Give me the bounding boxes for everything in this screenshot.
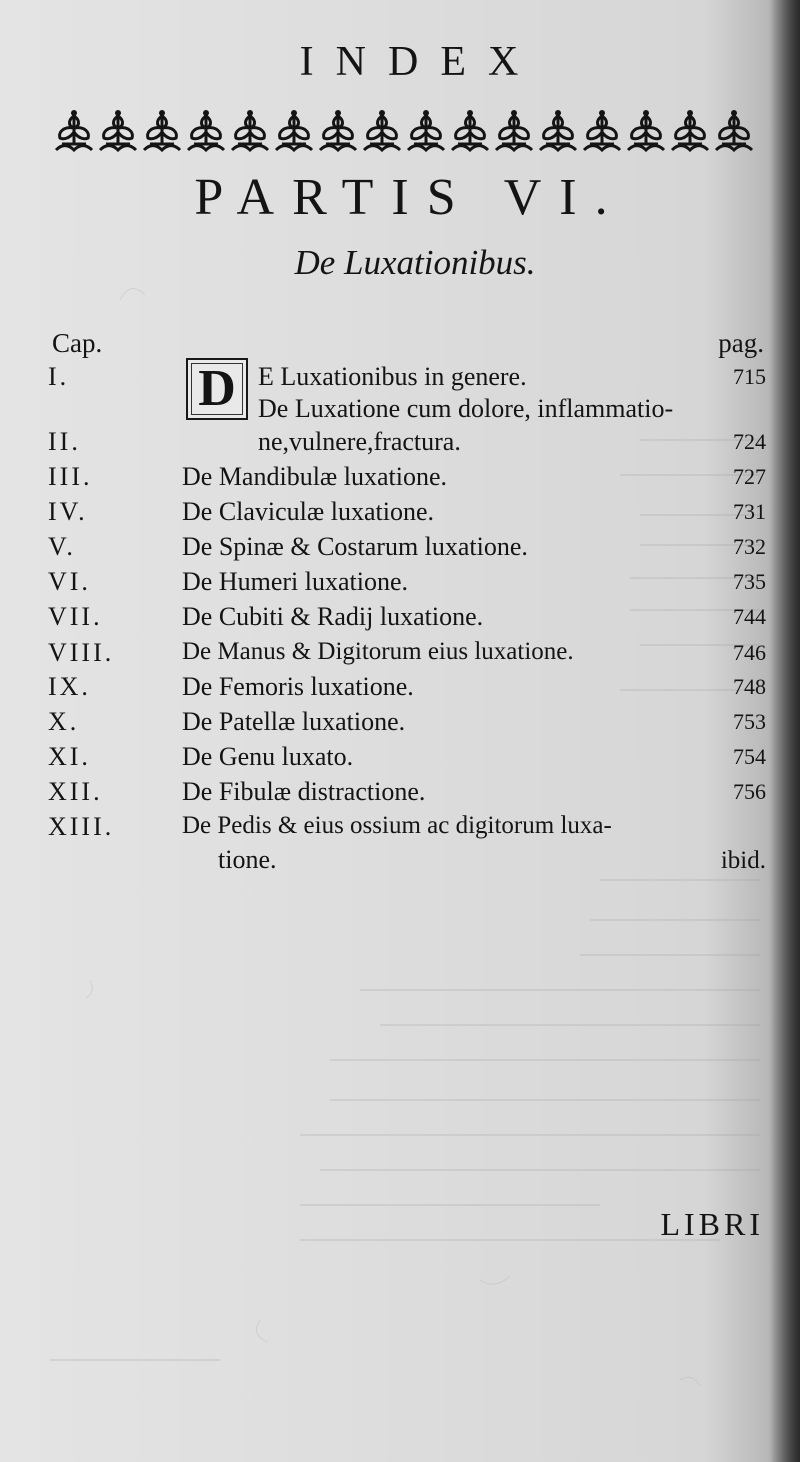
page-number: 748 <box>733 674 766 699</box>
chapter-number: I. <box>48 362 70 391</box>
running-head: INDEX <box>299 39 541 85</box>
section-subtitle: De Luxationibus. <box>294 243 536 282</box>
chapter-number: IX. <box>48 672 91 701</box>
chapter-title: De Humeri luxatione. <box>182 567 408 596</box>
chapter-title: De Claviculæ luxatione. <box>182 497 435 526</box>
fleuron-border-ornament <box>52 108 768 158</box>
page-column-header: pag. <box>718 328 764 358</box>
chapter-title: De Manus & Digitorum eius luxatione. <box>182 638 574 665</box>
chapter-title: De Mandibulæ luxatione. <box>182 462 448 491</box>
chapter-number: II. <box>48 427 81 456</box>
decorated-initial: D <box>186 358 248 420</box>
chapter-title: De Fibulæ distractione. <box>182 777 426 806</box>
page-number: 727 <box>733 464 766 489</box>
book-gutter-shadow <box>770 0 800 1462</box>
page-number: 731 <box>733 499 766 524</box>
chapter-number: XII. <box>48 777 103 806</box>
chapter-title: De Pedis & eius ossium ac digitorum luxa- <box>182 812 612 839</box>
chapter-title: tione. <box>218 845 277 874</box>
chapter-number: XI. <box>48 742 91 771</box>
page-number: 744 <box>733 604 766 629</box>
chapter-title: De Femoris luxatione. <box>182 672 414 701</box>
page-number: 753 <box>733 709 766 734</box>
chapter-title: De Spinæ & Costarum luxatione. <box>182 532 528 561</box>
page-number: 735 <box>733 569 766 594</box>
chapter-title: De Patellæ luxatione. <box>182 707 406 736</box>
chapter-title: De Luxatione cum dolore, inflammatio- <box>258 394 674 423</box>
page-number: 732 <box>733 534 766 559</box>
chapter-number: V. <box>48 532 76 561</box>
page-number: ibid. <box>720 847 766 874</box>
chapter-number: VII. <box>48 602 103 631</box>
chapter-number: III. <box>48 462 93 491</box>
chapter-number: X. <box>48 707 80 736</box>
chapter-title: ne,vulnere,fractura. <box>258 427 461 456</box>
chapter-number: XIII. <box>48 812 115 841</box>
page-number: 746 <box>733 640 766 665</box>
chapter-number: VI. <box>48 567 91 596</box>
page-number: 715 <box>733 364 766 389</box>
part-title: PARTIS VI. <box>194 169 626 226</box>
chapter-column-header: Cap. <box>52 328 103 358</box>
chapter-title: E Luxationibus in genere. <box>258 362 527 391</box>
chapter-number: IV. <box>48 497 88 526</box>
chapter-title: De Cubiti & Radij luxatione. <box>182 602 484 631</box>
chapter-number: VIII. <box>48 638 115 667</box>
page-number: 724 <box>733 429 766 454</box>
page-number: 756 <box>733 779 766 804</box>
catchword: LIBRI <box>660 1206 764 1242</box>
chapter-title: De Genu luxato. <box>182 742 354 771</box>
page-number: 754 <box>733 744 766 769</box>
